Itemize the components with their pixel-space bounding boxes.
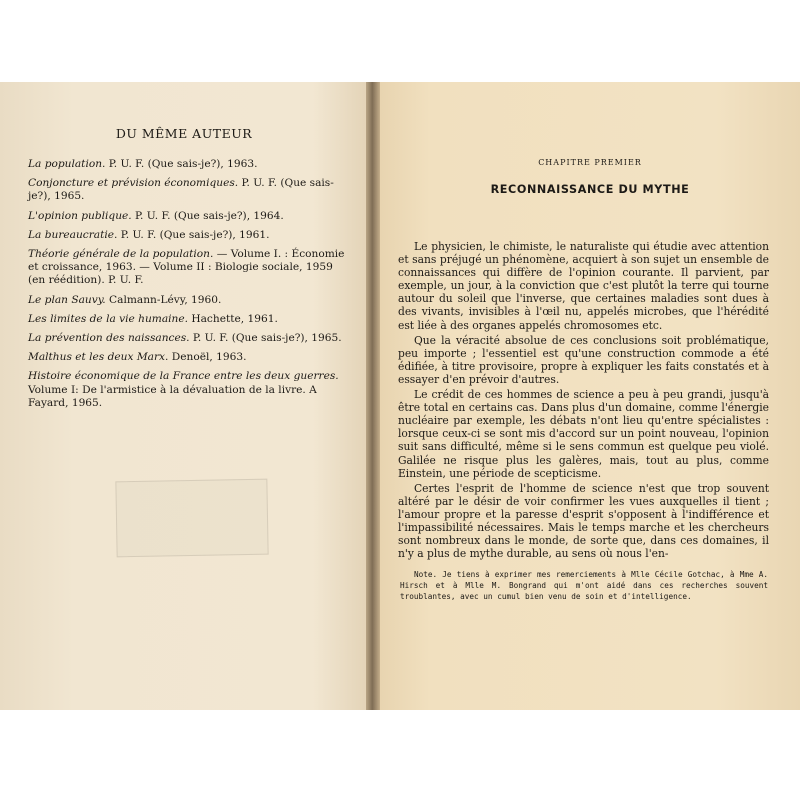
- library-stamp: [115, 479, 268, 558]
- bibliography-item: La population. P. U. F. (Que sais-je?), 1963.: [28, 158, 258, 170]
- bibliography-item: Histoire économique de la France entre les deux guerres. Volume I: De l'armistice à la dévaluation de la livre. A Fayard, 1965.: [28, 370, 339, 409]
- bibliography-item: La prévention des naissances. P. U. F. (Que sais-je?), 1965.: [28, 332, 342, 345]
- chapter-body: [398, 240, 769, 562]
- bibliography-item: L'opinion publique. P. U. F. (Que sais-je?), 1964.: [28, 209, 284, 222]
- chapter-label: CHAPITRE PREMIER: [538, 158, 642, 167]
- footnote: Note. Je tiens à exprimer mes remerciements à Mlle Cécile Gotchac, à Mme A. Hirsch et à Mlle M. Bongrand qui m'ont aidé dans ces recherches souvent troublantes, avec un cumul bien venu de soin et d'intelligence.: [400, 570, 768, 601]
- bibliography-item: Le plan Sauvy. Calmann-Lévy, 1960.: [28, 293, 222, 306]
- bibliography-item: Malthus et les deux Marx. Denoël, 1963.: [28, 351, 247, 364]
- body-paragraph: Le physicien, le chimiste, le naturaliste qui étudie avec attention et sans préjugé un phénomène, acquiert à son sujet un ensemble de connaissances qui diffère de l'opinion courante. Il parvient, par exemple, un jour, à la conviction que c'est plutôt la terre qui tourne autour du soleil que l'inverse, que certaines maladies sont dues à des vivants, invisibles à l'œil nu, appelés microbes, que l'hérédité est liée à des organes appelés chromosomes etc.: [398, 240, 769, 332]
- left-page-heading: DU MÊME AUTEUR: [115, 126, 253, 141]
- chapter-title: RECONNAISSANCE DU MYTHE: [490, 183, 690, 196]
- bibliography-item: Conjoncture et prévision économiques. P. U. F. (Que sais-je?), 1965.: [28, 177, 334, 203]
- bibliography-list: [28, 158, 353, 416]
- body-paragraph: Certes l'esprit de l'homme de science n'est que trop souvent altéré par le désir de voir confirmer les vues auxquelles il tient ; l'amour propre et la paresse d'esprit s'opposent à l'indifférence et l'impassibilité nécessaires. Mais le temps marche et les chercheurs sont nombreux dans le monde, de sorte que, dans ces domaines, il n'y a plus de mythe durable, au sens où nous l'en-: [398, 481, 769, 561]
- book-gutter: [366, 82, 380, 710]
- bibliography-item: Théorie générale de la population. — Volume I. : Économie et croissance, 1963. — Volume II : Biologie sociale, 1959 (en réédition). P. U. F.: [28, 248, 345, 287]
- bibliography-item: Les limites de la vie humaine. Hachette, 1961.: [28, 312, 278, 325]
- body-paragraph: Le crédit de ces hommes de science a peu à peu grandi, jusqu'à être total en certains cas. Dans plus d'un domaine, comme l'énergie nucléaire par exemple, les débats n'ont lieu qu'entre spécialistes : lorsque ceux-ci se sont mis d'accord sur un point nouveau, l'opinion suit sans difficulté, même si le sens commun est quelque peu violé. Galilée ne risque plus les galères, mais, tout au plus, comme Einstein, une période de scepticisme.: [398, 388, 769, 480]
- body-paragraph: Que la véracité absolue de ces conclusions soit problématique, peu importe ; l'essentiel est qu'une construction commode a été édifiée, à titre provisoire, propre à expliquer les faits constatés et à essayer d'en prévoir d'autres.: [398, 333, 769, 386]
- bibliography-item: La bureaucratie. P. U. F. (Que sais-je?), 1961.: [28, 228, 270, 241]
